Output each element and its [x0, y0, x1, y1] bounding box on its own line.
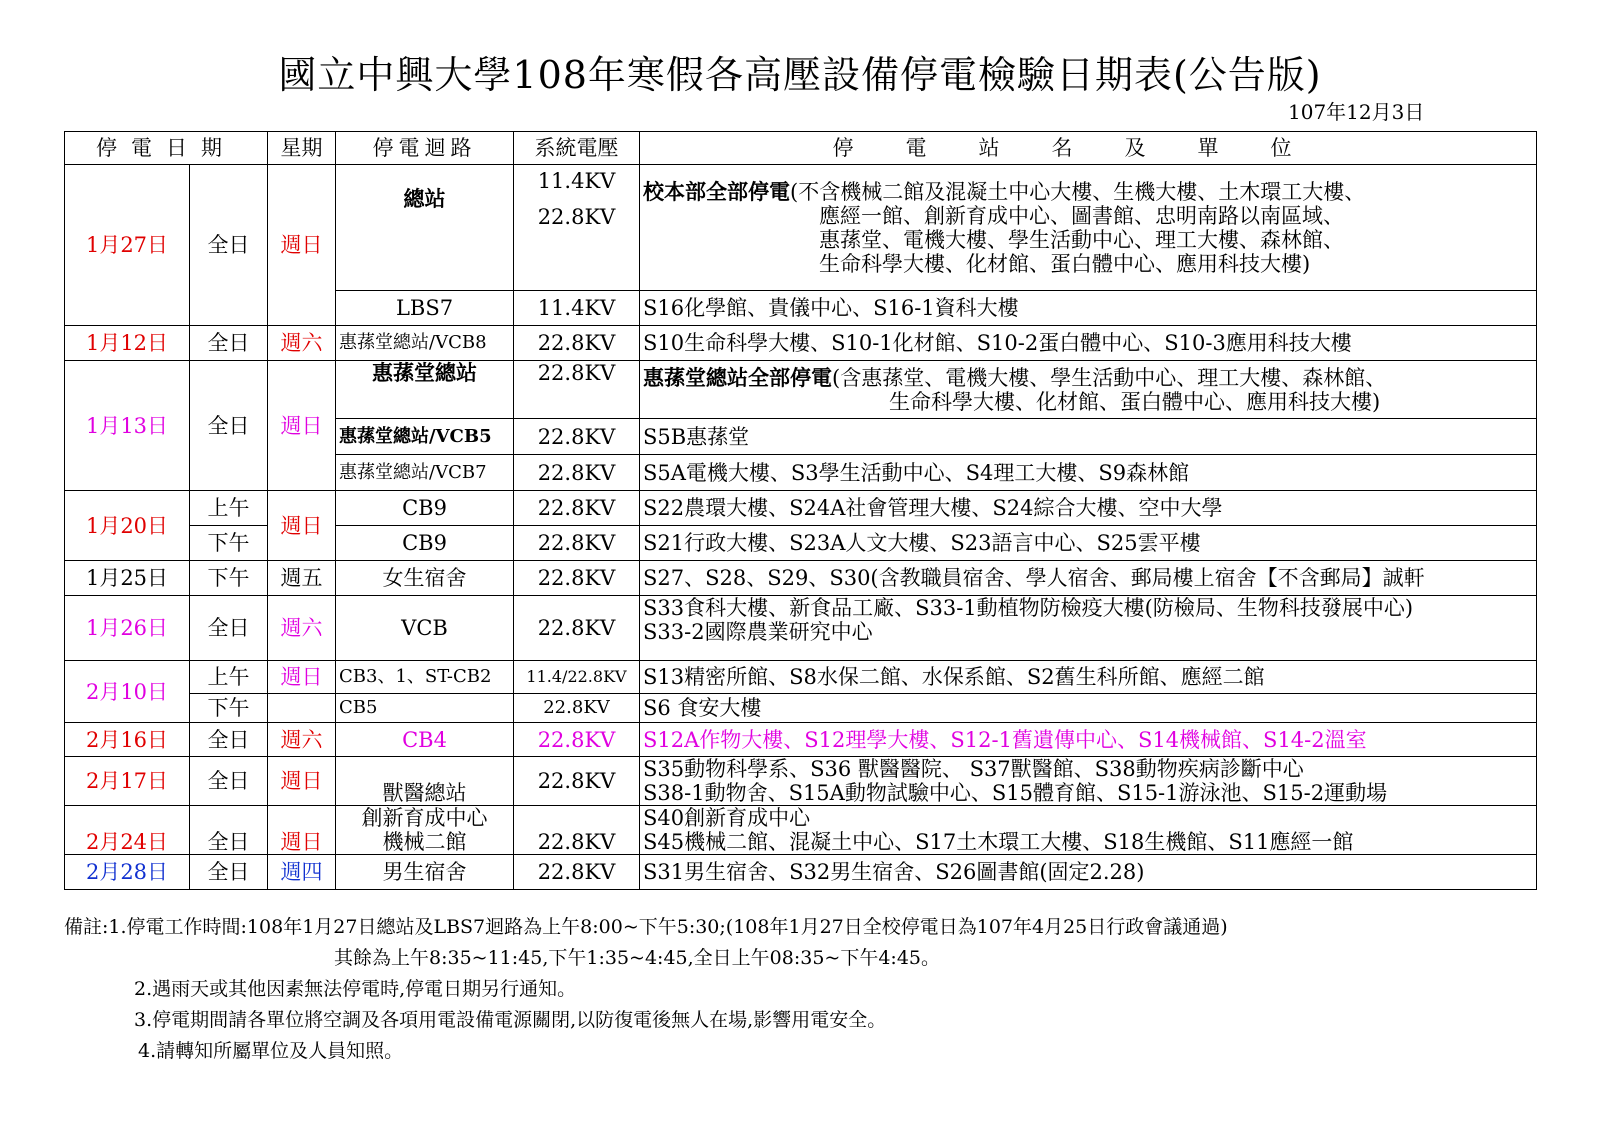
circuit-cell: CB9 [336, 526, 514, 561]
circuit-cell: 總站 [336, 165, 514, 291]
stations-lead: 惠蓀堂總站全部停電 [643, 364, 832, 390]
table-row [65, 165, 1537, 291]
date-cell: 2月24日 [65, 806, 190, 855]
weekday-cell: 週五 [268, 561, 336, 596]
weekday-cell: 週日 [268, 806, 336, 855]
note-line: 4.請轉知所屬單位及人員知照。 [138, 1040, 404, 1062]
table-row [65, 806, 1537, 855]
period-cell: 全日 [190, 806, 268, 855]
stations-line: 生命科學大樓、化材館、蛋白體中心、應用科技大樓) [819, 251, 1311, 276]
circuit-cell: CB5 [336, 694, 514, 723]
weekday-cell: 週六 [268, 326, 336, 361]
circuit-cell: 獸醫總站 [336, 757, 514, 806]
stations-cell: S13精密所館、S8水保二館、水保系館、S2舊生科所館、應經二館 [640, 661, 1537, 694]
header-stations: 停電站名及單位 [640, 132, 1537, 165]
circuit-line: 機械二館 [382, 830, 467, 854]
voltage-cell: 22.8KV [514, 561, 640, 596]
period-cell: 全日 [190, 757, 268, 806]
weekday-cell: 週日 [268, 491, 336, 561]
stations-cell: S5B惠蓀堂 [640, 419, 1537, 455]
weekday-cell: 週六 [268, 596, 336, 661]
weekday-cell: 週四 [268, 855, 336, 890]
voltage-cell: 22.8KV [514, 694, 640, 723]
circuit-cell: 惠蓀堂總站/VCB7 [336, 455, 514, 491]
stations-line: (不含機械二館及混凝土中心大樓、生機大樓、土木環工大樓、 [790, 179, 1366, 204]
voltage-cell: 22.8KV [514, 526, 640, 561]
period-cell: 全日 [190, 326, 268, 361]
voltage-cell: 11.4/22.8KV [514, 661, 640, 694]
circuit-cell [336, 806, 514, 855]
stations-cell: S6 食安大樓 [640, 694, 1537, 723]
stations-line: S33-2國際農業研究中心 [643, 620, 873, 644]
table-row [65, 855, 1537, 890]
stations-cell [640, 361, 1537, 419]
table-row [65, 491, 1537, 526]
weekday-cell: 週六 [268, 723, 336, 757]
voltage-cell: 22.8KV [514, 806, 640, 855]
date-cell: 2月16日 [65, 723, 190, 757]
stations-line: 惠蓀堂、電機大樓、學生活動中心、理工大樓、森林館、 [819, 227, 1344, 252]
period-cell: 上午 [190, 491, 268, 526]
stations-cell: S16化學館、貴儀中心、S16-1資科大樓 [640, 291, 1537, 326]
period-cell: 下午 [190, 694, 268, 723]
stations-line: S33食科大樓、新食品工廠、S33-1動植物防檢疫大樓(防檢局、生物科技發展中心) [643, 596, 1414, 620]
stations-cell: S27、S28、S29、S30(含教職員宿舍、學人宿舍、郵局樓上宿舍【不含郵局】誠軒 [640, 561, 1537, 596]
table-row [65, 694, 1537, 723]
table-row [65, 757, 1537, 806]
voltage-cell: 22.8KV [514, 361, 640, 419]
stations-line: S40創新育成中心 [643, 806, 811, 830]
period-cell: 下午 [190, 526, 268, 561]
stations-line: 應經一館、創新育成中心、圖書館、忠明南路以南區域、 [819, 203, 1344, 228]
circuit-cell: CB3、1、ST-CB2 [336, 661, 514, 694]
stations-cell: S5A電機大樓、S3學生活動中心、S4理工大樓、S9森林館 [640, 455, 1537, 491]
date-cell: 2月28日 [65, 855, 190, 890]
period-cell: 上午 [190, 661, 268, 694]
circuit-cell: 惠蓀堂總站/VCB5 [336, 419, 514, 455]
circuit-cell: CB9 [336, 491, 514, 526]
voltage-cell: 22.8KV [514, 491, 640, 526]
stations-cell: S22農環大樓、S24A社會管理大樓、S24綜合大樓、空中大學 [640, 491, 1537, 526]
note-line: 3.停電期間請各單位將空調及各項用電設備電源關閉,以防復電後無人在場,影響用電安全。 [134, 1009, 887, 1031]
note-line: 備註:1.停電工作時間:108年1月27日總站及LBS7迴路為上午8:00~下午5:30;(108年1月27日全校停電日為107年4月25日行政會議通過) [64, 916, 1228, 938]
table-row [65, 596, 1537, 661]
weekday-cell: 週日 [268, 361, 336, 491]
stations-line: 生命科學大樓、化材館、蛋白體中心、應用科技大樓) [889, 389, 1381, 414]
weekday-cell: 週日 [268, 165, 336, 326]
stations-cell: S12A作物大樓、S12理學大樓、S12-1舊遺傳中心、S14機械館、S14-2溫室 [640, 723, 1537, 757]
schedule-table [64, 131, 1537, 890]
header-voltage: 系統電壓 [514, 132, 640, 165]
header-circuit: 停電迴路 [336, 132, 514, 165]
circuit-cell: VCB [336, 596, 514, 661]
table-row [65, 326, 1537, 361]
date-cell: 1月26日 [65, 596, 190, 661]
voltage-cell: 22.8KV [514, 455, 640, 491]
stations-cell [640, 806, 1537, 855]
period-cell: 全日 [190, 596, 268, 661]
table-header [65, 132, 1537, 165]
date-cell: 1月12日 [65, 326, 190, 361]
circuit-cell: 惠蓀堂總站 [336, 361, 514, 419]
circuit-line: 創新育成中心 [361, 806, 488, 830]
stations-line: S45機械二館、混凝土中心、S17土木環工大樓、S18生機館、S11應經一館 [643, 830, 1354, 854]
stations-line: S35動物科學系、S36 獸醫醫院、 S37獸醫館、S38動物疾病診斷中心 [643, 757, 1304, 781]
period-cell: 全日 [190, 855, 268, 890]
voltage-value: 11.4KV [537, 169, 616, 193]
stations-line: S38-1動物舍、S15A動物試驗中心、S15體育館、S15-1游泳池、S15-2運動場 [643, 781, 1388, 805]
table-row [65, 723, 1537, 757]
circuit-cell: 女生宿舍 [336, 561, 514, 596]
date-cell: 1月20日 [65, 491, 190, 561]
document-date: 107年12月3日 [1288, 100, 1425, 124]
table-row [65, 561, 1537, 596]
voltage-cell: 22.8KV [514, 326, 640, 361]
stations-lead: 校本部全部停電 [643, 178, 790, 204]
period-cell: 全日 [190, 165, 268, 326]
voltage-cell: 22.8KV [514, 596, 640, 661]
period-cell: 全日 [190, 361, 268, 491]
table-row [65, 661, 1537, 694]
voltage-value: 22.8KV [537, 205, 616, 229]
voltage-cell: 22.8KV [514, 419, 640, 455]
date-cell: 2月10日 [65, 661, 190, 723]
circuit-cell: LBS7 [336, 291, 514, 326]
voltage-cell [514, 165, 640, 291]
date-cell: 2月17日 [65, 757, 190, 806]
table-row [65, 361, 1537, 419]
stations-cell: S21行政大樓、S23A人文大樓、S23語言中心、S25雲平樓 [640, 526, 1537, 561]
header-date: 停電日期 [65, 132, 268, 165]
header-weekday: 星期 [268, 132, 336, 165]
stations-cell [640, 165, 1537, 291]
weekday-cell: 週日 [268, 757, 336, 806]
circuit-cell: CB4 [336, 723, 514, 757]
stations-cell: S31男生宿舍、S32男生宿舍、S26圖書館(固定2.28) [640, 855, 1537, 890]
stations-cell [640, 596, 1537, 661]
date-cell: 1月13日 [65, 361, 190, 491]
weekday-cell: 週日 [268, 661, 336, 694]
voltage-cell: 22.8KV [514, 855, 640, 890]
note-line: 其餘為上午8:35~11:45,下午1:35~4:45,全日上午08:35~下午4:45。 [334, 947, 941, 969]
voltage-cell: 11.4KV [514, 291, 640, 326]
notes [64, 912, 1228, 1067]
circuit-cell: 男生宿舍 [336, 855, 514, 890]
stations-cell: S10生命科學大樓、S10-1化材館、S10-2蛋白體中心、S10-3應用科技大樓 [640, 326, 1537, 361]
note-line: 2.遇雨天或其他因素無法停電時,停電日期另行通知。 [134, 978, 577, 1000]
stations-cell [640, 757, 1537, 806]
period-cell: 下午 [190, 561, 268, 596]
voltage-cell: 22.8KV [514, 757, 640, 806]
period-cell: 全日 [190, 723, 268, 757]
weekday-cell-empty [268, 694, 336, 723]
voltage-cell: 22.8KV [514, 723, 640, 757]
date-cell: 1月27日 [65, 165, 190, 326]
date-cell: 1月25日 [65, 561, 190, 596]
page-title: 國立中興大學108年寒假各高壓設備停電檢驗日期表(公告版) [278, 53, 1322, 97]
stations-line: (含惠蓀堂、電機大樓、學生活動中心、理工大樓、森林館、 [832, 365, 1387, 390]
circuit-cell: 惠蓀堂總站/VCB8 [336, 326, 514, 361]
